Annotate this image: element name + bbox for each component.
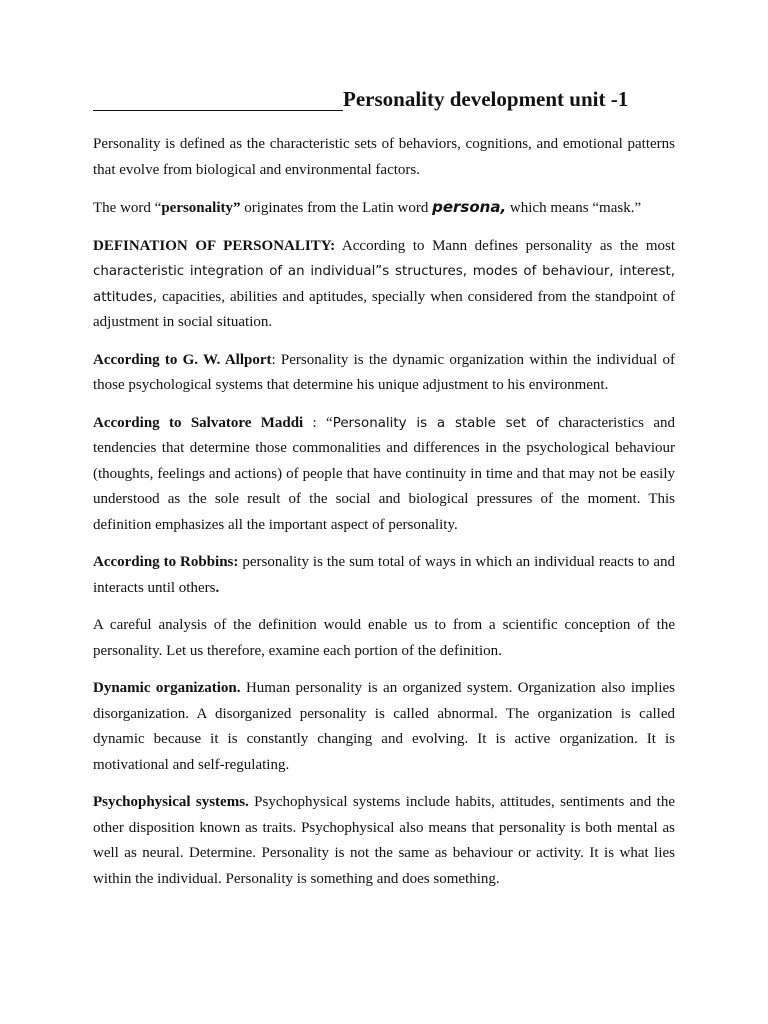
paragraph-psychophysical — [93, 790, 675, 892]
origin-text-mid: originates from the Latin word — [240, 200, 433, 216]
allport-heading: According to G. W. Allport — [93, 351, 272, 368]
paragraph-definition-mann — [93, 234, 675, 336]
paragraph-origin — [93, 195, 675, 222]
dynamic-organization-text: Human personality is an organized system. Organization also implies disorganization. A disorganized personality is called abnormal. The organization is called dynamic because it is constantly changing and evolving. It is active organization. It is motivational and self-regulating. — [93, 680, 675, 773]
origin-bold-word: personality” — [161, 200, 241, 216]
origin-text-pre: The word “ — [93, 200, 162, 216]
title-underline — [93, 110, 343, 111]
maddi-text-a: : “ — [303, 414, 333, 431]
title-row — [93, 84, 675, 114]
maddi-text-b: characteristics and tendencies that determine those commonalities and differences in the psychological behaviour (thoughts, feelings and actions) of people that have continuity in time and that may not be easily understood as the sole result of the social and biological pressures of the moment. This definition emphasizes all the important aspect of personality. — [93, 414, 675, 533]
definition-text-sans: characteristic integration of an individual”s structures, modes of behaviour, interest, attitudes, — [93, 264, 675, 305]
paragraph-intro: Personality is defined as the characteristic sets of behaviors, cognitions, and emotional patterns that evolve from biological and environmental factors. — [93, 136, 675, 178]
page-title: Personality development unit -1 — [343, 87, 629, 111]
definition-heading: DEFINATION OF PERSONALITY: — [93, 237, 336, 254]
maddi-heading: According to Salvatore Maddi — [93, 414, 304, 431]
paragraph-analysis: A careful analysis of the definition would enable us to from a scientific conception of the personality. Let us therefore, examine each portion of the definition. — [93, 617, 675, 659]
document-page — [93, 84, 675, 904]
definition-text-a: According to Mann defines personality as the most — [335, 237, 676, 254]
origin-text-post: which means “mask.” — [506, 200, 642, 216]
paragraph-robbins — [93, 550, 675, 601]
definition-text-b: capacities, abilities and aptitudes, specially when considered from the standpoint of adjustment in social situation. — [93, 288, 675, 330]
paragraph-allport — [93, 348, 675, 399]
maddi-text-sans: Personality is a stable set of — [332, 415, 549, 431]
allport-text: : Personality is the dynamic organization within the individual of those psychological systems that determine his unique adjustment to his environment. — [93, 351, 675, 393]
paragraph-dynamic-organization — [93, 676, 675, 778]
dynamic-organization-heading: Dynamic organization. — [93, 680, 241, 696]
psychophysical-heading: Psychophysical systems. — [93, 794, 249, 810]
robbins-heading: According to Robbins: — [93, 554, 239, 570]
robbins-end: . — [215, 579, 220, 596]
origin-persona-word: persona, — [432, 198, 507, 216]
psychophysical-text: Psychophysical systems include habits, attitudes, sentiments and the other disposition known as traits. Psychophysical also means that personality is both mental as well as neural. Determine. Personality is not the same as behaviour or activity. It is what lies within the individual. Personality is something and does something. — [93, 794, 675, 887]
paragraph-maddi — [93, 411, 675, 539]
robbins-text: personality is the sum total of ways in which an individual reacts to and interacts until others — [93, 554, 676, 596]
